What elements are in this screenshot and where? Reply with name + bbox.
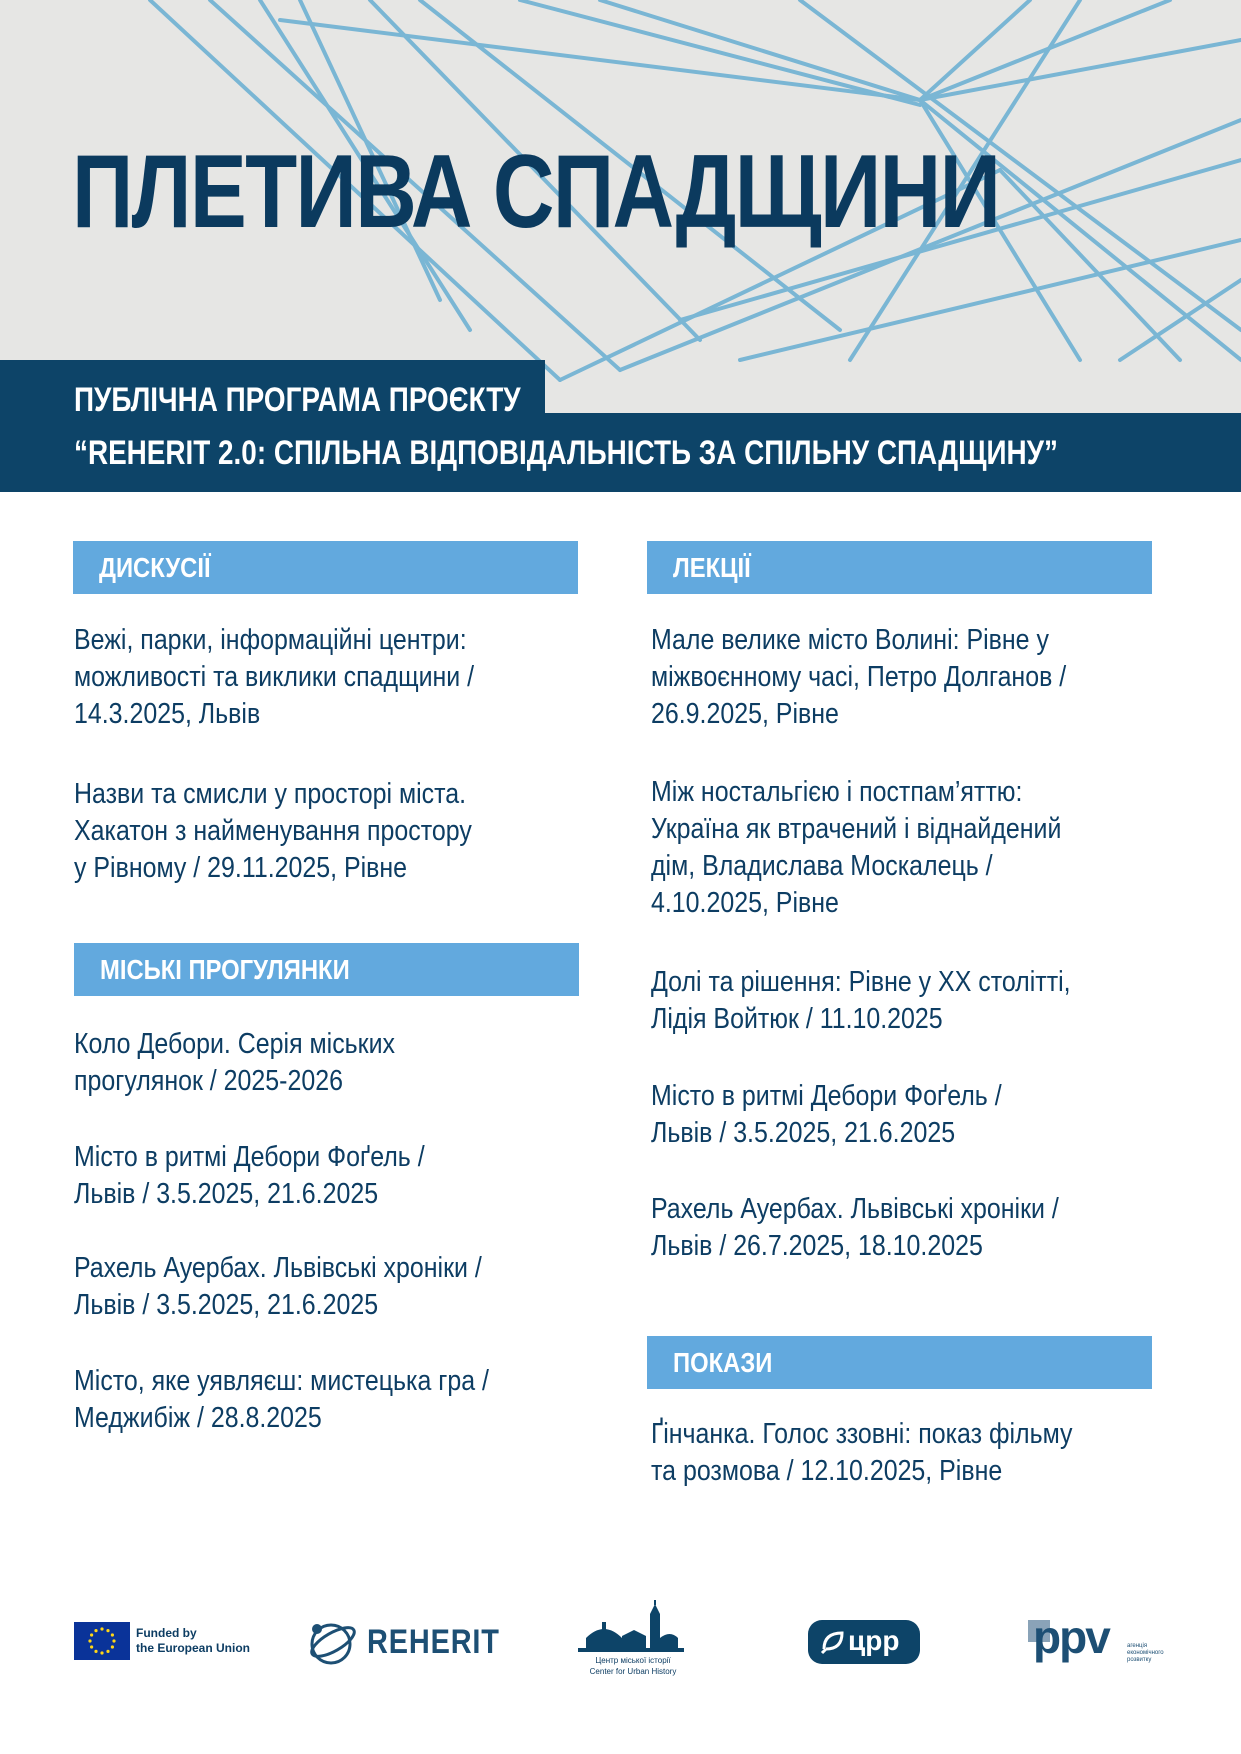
item-line: 26.9.2025, Рівне	[651, 698, 839, 730]
item-line: дім, Владислава Москалець /	[651, 850, 993, 882]
cuh-logo-line: Центр міської історії	[595, 1656, 671, 1665]
section-heading-walks	[74, 943, 579, 996]
item-line: Ґінчанка. Голос ззовні: показ фільму	[651, 1418, 1073, 1450]
item-line: Долі та рішення: Рівне у ХХ столітті,	[651, 966, 1071, 998]
list-item	[651, 1191, 1098, 1265]
section-heading-lectures	[647, 541, 1152, 594]
item-line: та розмова / 12.10.2025, Рівне	[651, 1455, 1003, 1487]
item-line: Місто в ритмі Дебори Фоґель /	[651, 1080, 1002, 1112]
list-item	[651, 622, 1098, 733]
item-line: Львів / 3.5.2025, 21.6.2025	[74, 1289, 379, 1321]
item-line: Мале велике місто Волині: Рівне у	[651, 624, 1049, 656]
section-heading-screenings	[647, 1336, 1152, 1389]
item-line: Рахель Ауербах. Львівські хроніки /	[651, 1193, 1059, 1225]
item-line: Меджибіж / 28.8.2025	[74, 1402, 322, 1434]
eu-flag-icon	[74, 1622, 130, 1660]
page-title: ПЛЕТИВА СПАДЩИНИ	[72, 134, 1000, 250]
item-line: Львів / 26.7.2025, 18.10.2025	[651, 1230, 983, 1262]
item-line: Рахель Ауербах. Львівські хроніки /	[74, 1252, 482, 1284]
rrv-logo-subtext: агенція економічного розвитку	[1127, 1643, 1164, 1663]
item-line: Місто в ритмі Дебори Фоґель /	[74, 1141, 425, 1173]
list-item	[651, 1416, 1098, 1490]
list-item	[74, 1139, 521, 1213]
subtitle-line-2: “REHERIT 2.0: СПІЛЬНА ВІДПОВІДАЛЬНІСТЬ ЗА СПІЛЬНУ СПАДЩИНУ”	[74, 434, 1058, 472]
item-line: Хакатон з найменування простору	[74, 815, 472, 847]
list-item	[74, 776, 521, 887]
cuh-skyline-icon	[578, 1600, 684, 1654]
section-heading-discussions	[73, 541, 578, 594]
item-line: у Рівному / 29.11.2025, Рівне	[74, 852, 408, 884]
cuh-logo-line: Center for Urban History	[589, 1667, 677, 1676]
section-heading-label: ЛЕКЦІЇ	[673, 552, 751, 583]
list-item	[74, 1363, 521, 1437]
reherit-globe-icon	[305, 1617, 361, 1669]
subtitle-line-1: ПУБЛІЧНА ПРОГРАМА ПРОЄКТУ	[74, 381, 521, 419]
item-line: міжвоєнному часі, Петро Долганов /	[651, 661, 1067, 693]
item-line: Лідія Войтюк / 11.10.2025	[651, 1003, 943, 1035]
reherit-logo-text: REHERIT	[367, 1623, 500, 1661]
item-line: прогулянок / 2025-2026	[74, 1065, 343, 1097]
rrv-logo-text: ppv	[1033, 1611, 1109, 1663]
item-line: Вежі, парки, інформаційні центри:	[74, 624, 467, 656]
crr-logo-text: цpp	[848, 1625, 900, 1656]
item-line: Назви та смисли у просторі міста.	[74, 778, 467, 810]
eu-funding-label	[136, 1626, 250, 1656]
eu-funding-line: the European Union	[136, 1641, 250, 1655]
cuh-logo-text	[568, 1655, 698, 1677]
eu-funding-line: Funded by	[136, 1626, 197, 1640]
item-line: Між ностальгією і постпам’яттю:	[651, 776, 1023, 808]
list-item	[651, 964, 1098, 1038]
list-item	[651, 774, 1098, 922]
section-heading-label: ПОКАЗИ	[673, 1347, 773, 1378]
section-heading-label: МІСЬКІ ПРОГУЛЯНКИ	[100, 954, 350, 985]
item-line: Львів / 3.5.2025, 21.6.2025	[74, 1178, 379, 1210]
item-line: Україна як втрачений і віднайдений	[651, 813, 1062, 845]
section-heading-label: ДИСКУСІЇ	[99, 552, 211, 583]
list-item	[651, 1078, 1098, 1152]
item-line: Місто, яке уявляєш: мистецька гра /	[74, 1365, 489, 1397]
list-item	[74, 1026, 521, 1100]
crr-leaf-icon	[820, 1629, 846, 1655]
hero-banner	[0, 0, 1241, 492]
item-line: можливості та виклики спадщини /	[74, 661, 475, 693]
item-line: 14.3.2025, Львів	[74, 698, 261, 730]
item-line: 4.10.2025, Рівне	[651, 887, 839, 919]
item-line: Львів / 3.5.2025, 21.6.2025	[651, 1117, 956, 1149]
item-line: Коло Дебори. Серія міських	[74, 1028, 395, 1060]
list-item	[74, 1250, 521, 1324]
list-item	[74, 622, 521, 733]
